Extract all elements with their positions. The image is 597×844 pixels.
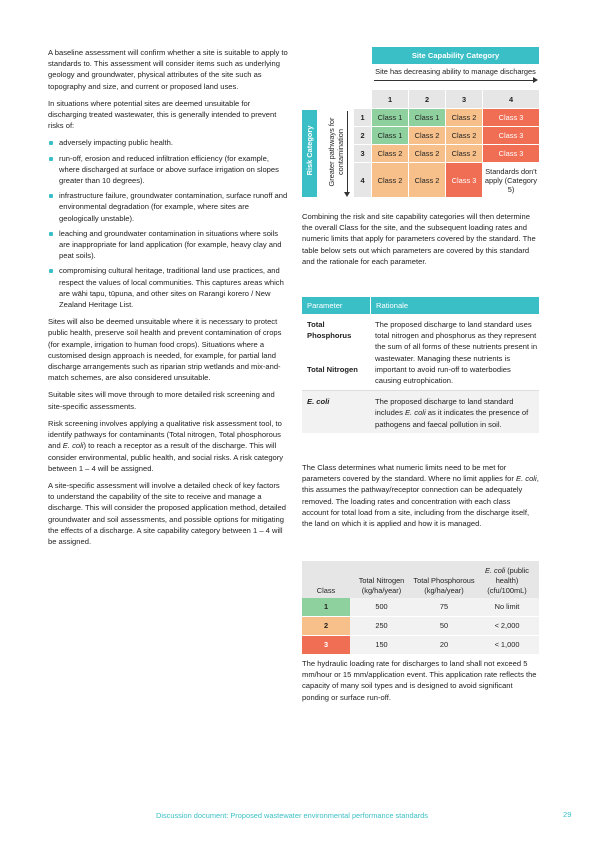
page-number: 29 <box>563 810 572 819</box>
table-row <box>302 390 539 433</box>
suitable-sites-paragraph: Suitable sites will move through to more detailed risk screening and site-specific assessments. <box>48 390 275 411</box>
table-header <box>302 297 539 314</box>
intro-paragraph: A baseline assessment will confirm whether a site is suitable to apply to standards to. This assessment will consider items such as underlying geology and groundwater, physical attributes of the site such as topography and size, and current or proposed land uses. <box>48 48 288 91</box>
matrix-cell: Class 1 <box>409 109 445 126</box>
row-header: 3 <box>354 145 371 162</box>
param-name: Total Nitrogen <box>307 365 358 374</box>
list-item: leaching and groundwater contamination in situations where soils are inappropriate for land application (for example, heavy clay and peat soils). <box>48 228 288 262</box>
list-item: infrastructure failure, groundwater contamination, surface runoff and environmental degradation (for example, where sites are geologically unstable). <box>48 190 288 224</box>
combining-paragraph-block <box>302 211 539 273</box>
row-header: 1 <box>354 109 371 126</box>
ecoli-cell: < 1,000 <box>494 640 520 649</box>
list-item: adversely impacting public health. <box>48 137 288 148</box>
unsuitable-sites-paragraph: In situations where potential sites are deemed unsuitable for discharging treated wastewater, this is generally intended to prevent risks of: <box>48 98 277 131</box>
header-ecoli: E. coli (public health) (cfu/100mL) <box>485 566 529 595</box>
left-column <box>48 47 288 553</box>
header-total-phosphorous: Total Phosphorous (kg/ha/year) <box>413 576 475 595</box>
table-row <box>302 314 539 386</box>
combining-paragraph: Combining the risk and site capability categories will then determine the overall Class for the site, and the subsequent loading rates and numeric limits that apply for parameters covered by the standard. The table below sets out which parameters are covered by this standard and the rationale for each parameter. <box>302 212 536 266</box>
header-rationale: Rationale <box>370 297 539 314</box>
matrix-cell: Class 2 <box>372 163 408 197</box>
unsuitable-extra-paragraph: Sites will also be deemed unsuitable where it is necessary to protect public health, preserve soil health and prevent contamination of crops (for example, irrigation to human food crops). Situations where a customised design approach is needed, for example, for partial land discharge arrangements such as riparian strip wetlands and mix-and-match schemes, are also considered unsuitable. <box>48 317 282 383</box>
row-header: 4 <box>354 163 371 197</box>
param-name: Total Phosphorus <box>307 320 352 341</box>
footer-text: Discussion document: Proposed wastewater environmental performance standards <box>156 811 428 820</box>
risk-list <box>48 137 288 310</box>
site-capability-matrix <box>302 47 539 197</box>
list-item: compromising cultural heritage, traditional land use practices, and respect the values of local communities. This captures areas which are wāhi tapu, tūpuna, and other sites on Rarangi korero / New Zealand Heritage List. <box>48 265 288 310</box>
matrix-cell: Class 2 <box>409 163 445 197</box>
hydraulic-paragraph-block <box>302 658 539 709</box>
table-row <box>302 636 539 655</box>
table-row <box>302 617 539 636</box>
param-rationale: The proposed discharge to land standard uses total nitrogen and phosphorus as they represent the sum of all forms of these nutrients present in wastewater. Managing these nutrients is important to avoid run-off to waterbodies causing eutrophication. <box>375 320 538 386</box>
tn-cell: 250 <box>375 621 388 630</box>
col-header: 1 <box>372 90 408 108</box>
tn-cell: 500 <box>375 602 388 611</box>
matrix-subtitle: Site has decreasing ability to manage discharges <box>375 67 536 76</box>
matrix-cell: Class 2 <box>409 145 445 162</box>
risk-category-label: Risk Category <box>305 125 314 176</box>
pathway-label: Greater pathways for contamination <box>327 117 345 187</box>
header-class: Class <box>316 586 336 595</box>
matrix-cell: Class 3 <box>483 145 539 162</box>
col-header: 4 <box>483 90 539 108</box>
class-cell: 2 <box>302 617 350 635</box>
class-paragraph: The Class determines what numeric limits need to be met for parameters covered by the standard. Where no limit applies for E. coli, this assumes the pathway/receptor connection can be adequately removed. The loading rates and concentration with each class account for total load from a site, including from the discharge itself, the land on which it is applied and how it is managed. <box>302 463 539 529</box>
bullet-icon <box>49 157 53 161</box>
matrix-cell: Class 3 <box>483 109 539 126</box>
arrow-down-icon <box>347 111 348 193</box>
hydraulic-paragraph: The hydraulic loading rate for discharges to land shall not exceed 5 mm/hour or 15 mm/application event. This application rate reflects the capacity of many soil types and is designed to avoid significant ponding or surface run-off. <box>302 659 537 702</box>
param-rationale: The proposed discharge to land standard includes E. coli as it indicates the presence of pathogens and faecal pollution in soil. <box>375 397 529 429</box>
tp-cell: 75 <box>439 602 449 611</box>
bullet-icon <box>49 269 53 273</box>
matrix-cell: Class 2 <box>409 127 445 144</box>
matrix-cell: Class 2 <box>372 145 408 162</box>
class-cell: 1 <box>302 598 350 616</box>
parameter-table <box>302 297 539 433</box>
param-name: E. coli <box>307 397 330 407</box>
matrix-cell: Class 1 <box>372 109 408 126</box>
col-header: 2 <box>409 90 445 108</box>
arrow-right-icon <box>374 80 534 81</box>
list-item: run-off, erosion and reduced infiltration efficiency (for example, where discharged at surface or above surface irrigation on slopes greater than 10 degrees). <box>48 153 288 187</box>
col-header: 3 <box>446 90 482 108</box>
table-header <box>302 561 539 598</box>
bullet-icon <box>49 141 53 145</box>
ecoli-cell: No limit <box>494 602 520 611</box>
risk-screening-paragraph: Risk screening involves applying a qualitative risk assessment tool, to identify pathways for contaminants (Total nitrogen, Total phosphorous and E. coli) to reach a receptor as a result of the discharge. This will consider environmental, public health, and social risks. A risk category between 1 – 4 will be assigned. <box>48 418 284 473</box>
matrix-cell: Class 2 <box>446 145 482 162</box>
row-header: 2 <box>354 127 371 144</box>
matrix-cell: Class 3 <box>483 127 539 144</box>
tp-cell: 50 <box>439 621 449 630</box>
header-total-nitrogen: Total Nitrogen (kg/ha/year) <box>358 576 405 595</box>
tn-cell: 150 <box>375 640 388 649</box>
bullet-icon <box>49 232 53 236</box>
class-cell: 3 <box>302 636 350 654</box>
matrix-title: Site Capability Category <box>372 47 539 64</box>
matrix-cell: Class 3 <box>446 163 482 197</box>
matrix-cell: Class 1 <box>372 127 408 144</box>
header-parameter: Parameter <box>307 301 343 310</box>
class-paragraph-block <box>302 462 539 535</box>
bullet-icon <box>49 194 53 198</box>
matrix-cell: Class 2 <box>446 109 482 126</box>
ecoli-cell: < 2,000 <box>494 621 520 630</box>
matrix-cell: Standards don't apply (Category 5) <box>483 163 539 197</box>
class-limits-table <box>302 561 539 655</box>
tp-cell: 20 <box>439 640 449 649</box>
matrix-cell: Class 2 <box>446 127 482 144</box>
table-row <box>302 598 539 617</box>
site-assessment-paragraph: A site-specific assessment will involve a detailed check of key factors to understand the capability of the site to receive and manage a discharge. This will consider the proposed application method, detailed groundwater and soil assessments, and possible options for mitigating the effects of a discharge. A site capability category between 1 – 4 will be assigned. <box>48 480 286 546</box>
